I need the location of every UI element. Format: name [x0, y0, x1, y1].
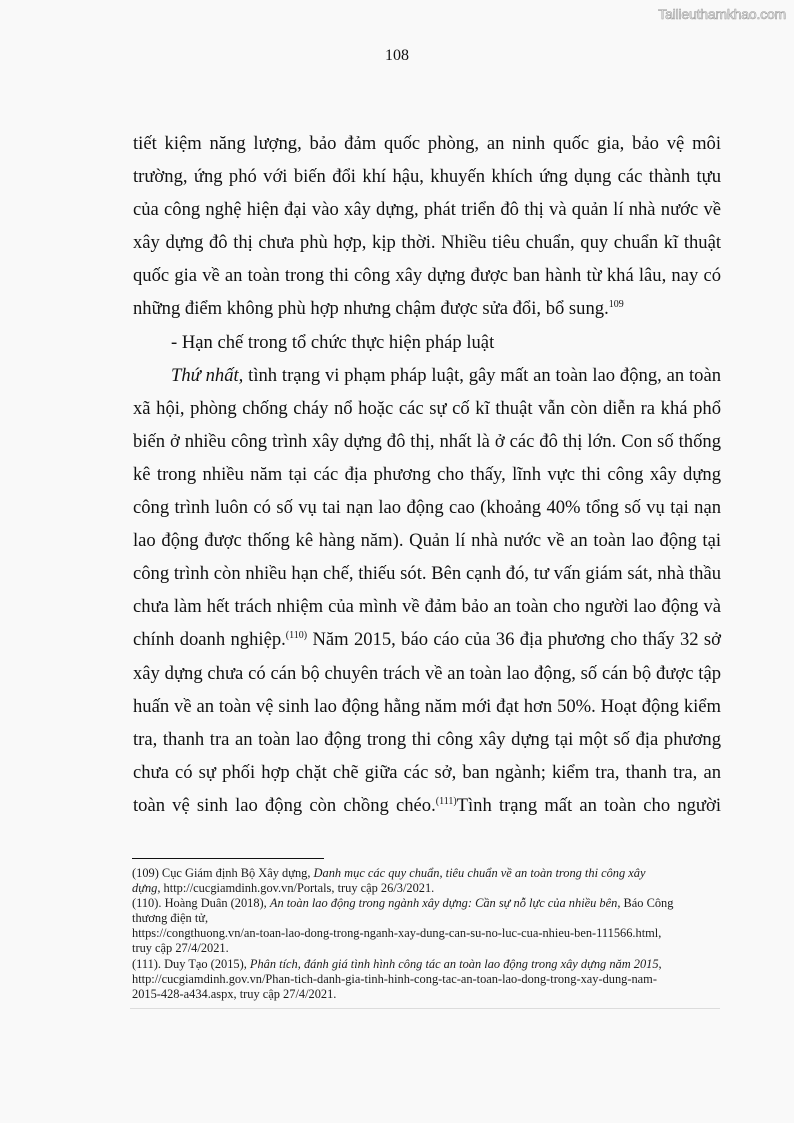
footnote-110-url[interactable]: https://congthuong.vn/an-toan-lao-dong-trong-nganh-xay-dung-can-su-no-luc-cua-nhieu-ben-111566.html, [132, 926, 662, 941]
text-segment: toàn vệ sinh lao động còn chồng chéo. [133, 794, 436, 816]
footnotes [132, 866, 722, 1002]
text-line [133, 362, 721, 395]
footnote-label: (110). Hoàng Duân (2018), [132, 896, 270, 911]
text-line: công trình còn nhiều hạn chế, thiếu sót. Bên cạnh đó, tư vấn giám sát, nhà thầu [133, 563, 721, 585]
text-line: tiết kiệm năng lượng, bảo đảm quốc phòng, an ninh quốc gia, bảo vệ môi [133, 133, 721, 154]
text-segment: những điểm không phù hợp nhưng chậm được sửa đổi, bổ sung. [133, 298, 609, 320]
text-line: tra, thanh tra an toàn lao động trong thi công xây dựng tại một số địa phương [133, 728, 721, 750]
footnote-110-line [132, 896, 722, 911]
footnote-source: , [658, 956, 662, 971]
footnote-ref-111[interactable]: (111) [435, 795, 457, 807]
bottom-rule [130, 1008, 720, 1009]
text-line: của công nghệ hiện đại vào xây dựng, phát triển đô thị và quản lí nhà nước về [133, 199, 721, 221]
text-line: huấn về an toàn vệ sinh lao động hằng năm mới đạt hơn 50%. Hoạt động kiểm [133, 695, 721, 717]
text-line: trường, ứng phó với biến đổi khí hậu, khuyến khích ứng dụng các thành tựu [133, 166, 721, 188]
footnote-110-line: thương điện tử, [132, 911, 209, 926]
footnote-110-line: truy cập 27/4/2021. [132, 941, 229, 956]
text-line: xây dựng chưa có cán bộ chuyên trách về an toàn lao động, số cán bộ được tập [133, 662, 721, 684]
text-line: chưa làm hết trách nhiệm của mình về đảm bảo an toàn cho người lao động và [133, 596, 721, 618]
text-line [133, 626, 721, 659]
text-segment: Tình trạng mất an toàn cho người [456, 794, 721, 816]
watermark: Tailieuthamkhao.com [658, 6, 786, 22]
text-line: xã hội, phòng chống cháy nổ hoặc các sự cố kĩ thuật vẫn còn diễn ra khá phổ [133, 397, 721, 419]
footnote-111-line [132, 957, 722, 972]
footnote-111-line: 2015-428-a434.aspx, truy cập 27/4/2021. [132, 986, 337, 1001]
footnote-ref-110[interactable]: (110) [285, 630, 308, 642]
footnote-source: , Báo Công [617, 896, 674, 911]
text-line: lao động được thống kê hàng năm). Quản lí nhà nước về an toàn lao động tại [133, 530, 721, 552]
text-segment: chính doanh nghiệp. [133, 629, 286, 651]
text-segment: tình trạng vi phạm pháp luật, gây mất an toàn lao động, an toàn [243, 364, 721, 386]
footnote-label: (111). Duy Tạo (2015), [132, 956, 250, 971]
footnote-title: dựng [132, 881, 158, 896]
footnote-source: , http://cucgiamdinh.gov.vn/Portals, truy cập 26/3/2021. [157, 881, 435, 896]
text-line: công trình luôn có số vụ tai nạn lao động cao (khoảng 40% tổng số vụ tại nạn [133, 497, 721, 519]
text-line: biến ở nhiều công trình xây dựng đô thị, nhất là ở các đô thị lớn. Con số thống [133, 430, 721, 452]
text-line [133, 792, 721, 825]
footnote-title: Danh mục các quy chuẩn, tiêu chuẩn về an toàn trong thi công xây [313, 866, 646, 880]
footnote-separator [132, 858, 324, 859]
text-line: kê trong nhiều năm tại các địa phương cho thấy, lĩnh vực thi công xây dựng [133, 463, 721, 485]
footnote-109-line [132, 881, 722, 896]
footnote-title: An toàn lao động trong ngành xây dựng: Cần sự nỗ lực của nhiều bên [269, 896, 618, 911]
page-number: 108 [385, 47, 409, 64]
footnote-ref-109[interactable]: 109 [608, 299, 624, 311]
text-line: chưa có sự phối hợp chặt chẽ giữa các sở, ban ngành; kiểm tra, thanh tra, an [133, 761, 721, 783]
text-line [133, 295, 721, 328]
footnote-title: Phân tích, đánh giá tình hình công tác an toàn lao động trong xây dựng năm 2015 [249, 956, 659, 971]
section-heading: - Hạn chế trong tổ chức thực hiện pháp luật [171, 331, 495, 353]
footnote-label: (109) Cục Giám định Bộ Xây dựng, [132, 866, 314, 880]
body-text [133, 130, 721, 825]
text-line: xây dựng đô thị chưa phù hợp, kịp thời. Nhiều tiêu chuẩn, quy chuẩn kĩ thuật [133, 232, 721, 254]
text-segment: Năm 2015, báo cáo của 36 địa phương cho thấy 32 sở [307, 629, 721, 651]
text-line: quốc gia về an toàn trong thi công xây dựng được ban hành từ khá lâu, nay có [133, 265, 721, 287]
lead-italic: Thứ nhất, [171, 364, 244, 386]
footnote-109-line [132, 866, 722, 881]
footnote-111-url[interactable]: http://cucgiamdinh.gov.vn/Phan-tich-danh-gia-tinh-hinh-cong-tac-an-toan-lao-dong-trong-xay-dung-nam- [132, 971, 657, 986]
